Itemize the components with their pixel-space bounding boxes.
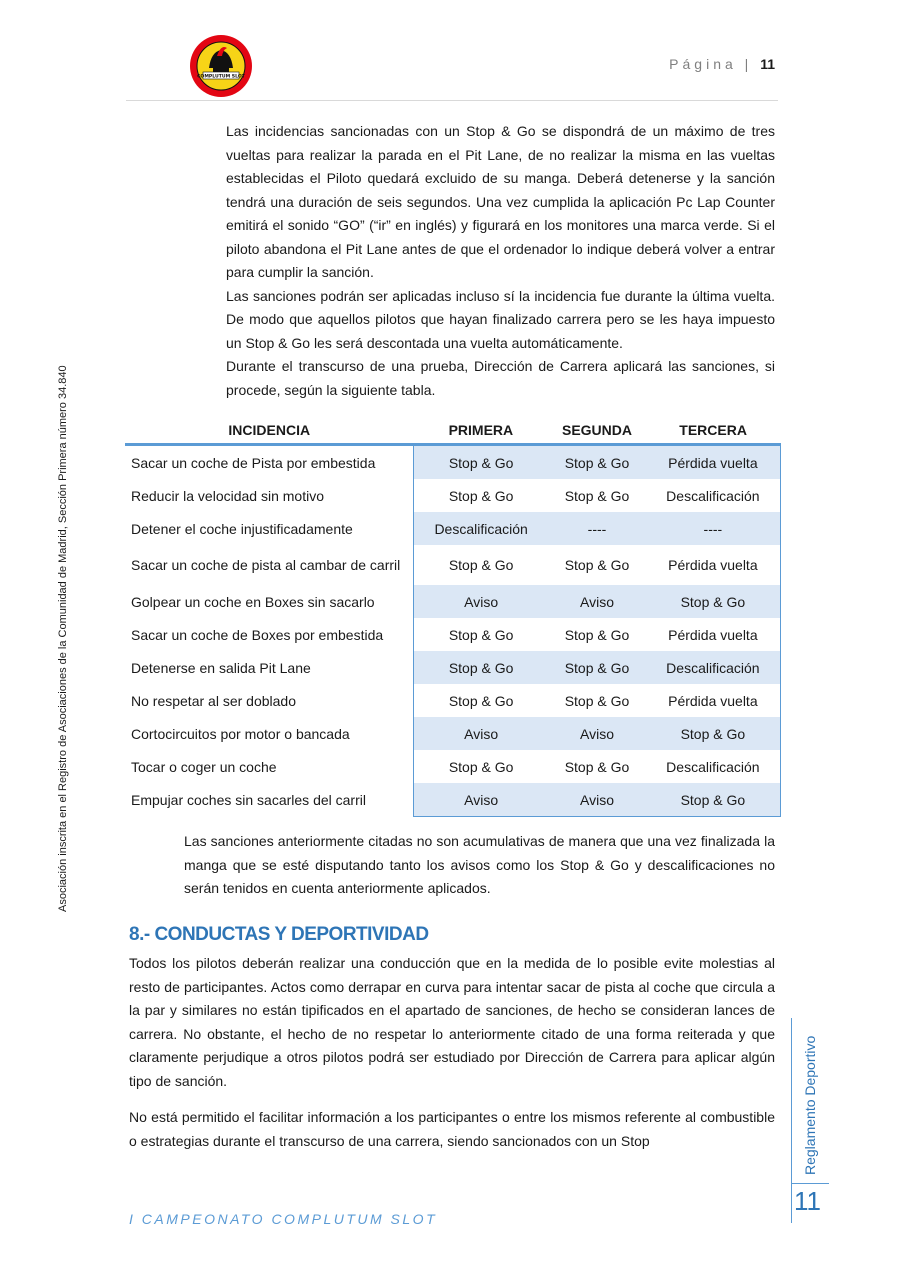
club-logo-icon	[189, 34, 253, 98]
section-title: 8.- CONDUCTAS Y DEPORTIVIDAD	[129, 924, 429, 945]
third-offense-cell: ----	[646, 512, 781, 545]
incidence-cell: Empujar coches sin sacarles del carril	[125, 783, 414, 817]
table-header-row	[125, 417, 781, 445]
page-separator: |	[744, 56, 749, 72]
first-offense-cell: Stop & Go	[414, 651, 549, 684]
third-offense-cell: Stop & Go	[646, 585, 781, 618]
third-offense-cell: Pérdida vuelta	[646, 445, 781, 480]
second-offense-cell: Aviso	[548, 783, 645, 817]
intro-paragraph-2: Las sanciones podrán ser aplicadas incluso sí la incidencia fue durante la última vuelta. De modo que aquellos pilotos que hayan finalizado carrera pero se les haya impuesto un Stop & Go les será descontada una vuelta automáticamente.	[226, 287, 775, 351]
table-row	[125, 585, 781, 618]
header-primera: PRIMERA	[414, 417, 549, 445]
first-offense-cell: Stop & Go	[448, 758, 514, 775]
second-offense-cell: Stop & Go	[564, 626, 630, 643]
document-type-label: Reglamento Deportivo	[802, 1035, 818, 1175]
table-row	[125, 717, 781, 750]
third-offense-cell: Pérdida vuelta	[646, 684, 781, 717]
page-number: 11	[760, 56, 775, 72]
table-row	[125, 545, 781, 585]
third-offense-cell: Descalificación	[646, 479, 781, 512]
section-paragraph-1: Todos los pilotos deberán realizar una conducción que en la medida de lo posible evite molestias al resto de participantes. Actos como derrapar en curva para intentar sacar de pista al coche que circula a la par y similares no están tipificados en el apartado de sanciones, de hecho se consideran lances de carrera. No obstante, el hecho de no respetar lo anteriormente citado de una forma reiterada y que claramente perjudique a otros pilotos podrá ser estudiado por Dirección de Carrera para aplicar algún tipo de sanción.	[129, 955, 775, 1089]
second-offense-cell: Stop & Go	[564, 758, 630, 775]
after-table-paragraph: Las sanciones anteriormente citadas no son acumulativas de manera que una vez finalizada la manga que se esté disputando tanto los avisos como los Stop & Go y descalificaciones no serán tenidos en cuenta anteriormente aplicados.	[184, 833, 775, 896]
first-offense-cell: Descalificación	[414, 512, 549, 545]
page-word: Página	[669, 56, 737, 72]
header-incidencia: INCIDENCIA	[125, 417, 414, 445]
table-row	[125, 512, 781, 545]
incidence-cell: Detenerse en salida Pit Lane	[125, 651, 414, 684]
header-rule	[126, 100, 778, 101]
footer-brand: I CAMPEONATO COMPLUTUM SLOT	[129, 1211, 438, 1227]
incidence-cell: Cortocircuitos por motor o bancada	[125, 717, 414, 750]
second-offense-cell: Stop & Go	[564, 487, 630, 504]
registry-notice: Asociación inscrita en el Registro de Asociaciones de la Comunidad de Madrid, Sección Primera número 34.840	[57, 365, 69, 912]
section-paragraph-2: No está permitido el facilitar información a los participantes o entre los mismos referente al combustible o estrategias durante el transcurso de una carrera, siendo sancionados con un Stop	[129, 1109, 775, 1149]
page-label	[669, 56, 775, 72]
second-offense-cell: ----	[548, 512, 645, 545]
first-offense-cell: Aviso	[414, 585, 549, 618]
incidence-cell: No respetar al ser doblado	[125, 684, 414, 717]
table-row	[125, 783, 781, 817]
intro-block	[226, 120, 775, 402]
intro-paragraph-1: Las incidencias sancionadas con un Stop & Go se dispondrá de un máximo de tres vueltas para realizar la parada en el Pit Lane, de no realizar la misma en las vueltas establecidas el Piloto quedará excluido de su manga. Deberá detenerse y la sanción tendrá una duración de seis segundos. Una vez cumplida la aplicación Pc Lap Counter emitirá el sonido “GO” (“ir” en inglés) y figurará en los monitores una marca verde. Si el piloto abandona el Pit Lane antes de que el ordenador lo indique deberá volver a entrar para cumplir la sanción.	[226, 123, 775, 280]
header-tercera: TERCERA	[646, 417, 781, 445]
third-offense-cell: Stop & Go	[646, 783, 781, 817]
intro-paragraph-3: Durante el transcurso de una prueba, Dirección de Carrera aplicará las sanciones, si procede, según la siguiente tabla.	[226, 358, 775, 398]
svg-text:COMPLUTUM SLOT: COMPLUTUM SLOT	[197, 74, 245, 80]
table-row	[125, 479, 781, 512]
second-offense-cell: Stop & Go	[564, 692, 630, 709]
incidence-cell: Sacar un coche de Pista por embestida	[125, 445, 414, 480]
incidence-cell: Detener el coche injustificadamente	[125, 512, 414, 545]
table-row	[125, 618, 781, 651]
incidence-cell: Reducir la velocidad sin motivo	[125, 479, 414, 512]
footer-horizontal-rule	[791, 1183, 829, 1184]
table-row	[125, 684, 781, 717]
table-row	[125, 445, 781, 480]
sanctions-table	[125, 417, 781, 817]
first-offense-cell: Stop & Go	[448, 487, 514, 504]
third-offense-cell: Pérdida vuelta	[646, 618, 781, 651]
third-offense-cell: Descalificación	[646, 651, 781, 684]
third-offense-cell: Pérdida vuelta	[646, 545, 781, 585]
first-offense-cell: Stop & Go	[448, 692, 514, 709]
incidence-cell: Sacar un coche de pista al cambar de carril	[125, 545, 414, 585]
second-offense-cell: Aviso	[548, 585, 645, 618]
second-offense-cell: Stop & Go	[548, 445, 645, 480]
third-offense-cell: Stop & Go	[646, 717, 781, 750]
third-offense-cell: Descalificación	[646, 750, 781, 783]
first-offense-cell: Stop & Go	[448, 626, 514, 643]
first-offense-cell: Stop & Go	[414, 445, 549, 480]
incidence-cell: Sacar un coche de Boxes por embestida	[125, 618, 414, 651]
footer-page-number: 11	[794, 1186, 821, 1216]
incidence-cell: Tocar o coger un coche	[125, 750, 414, 783]
second-offense-cell: Stop & Go	[564, 557, 630, 573]
incidence-cell: Golpear un coche en Boxes sin sacarlo	[125, 585, 414, 618]
first-offense-cell: Stop & Go	[448, 557, 514, 573]
first-offense-cell: Aviso	[414, 717, 549, 750]
table-row	[125, 750, 781, 783]
header-segunda: SEGUNDA	[548, 417, 645, 445]
first-offense-cell: Aviso	[414, 783, 549, 817]
second-offense-cell: Aviso	[548, 717, 645, 750]
second-offense-cell: Stop & Go	[548, 651, 645, 684]
footer-vertical-rule	[791, 1018, 792, 1223]
table-row	[125, 651, 781, 684]
